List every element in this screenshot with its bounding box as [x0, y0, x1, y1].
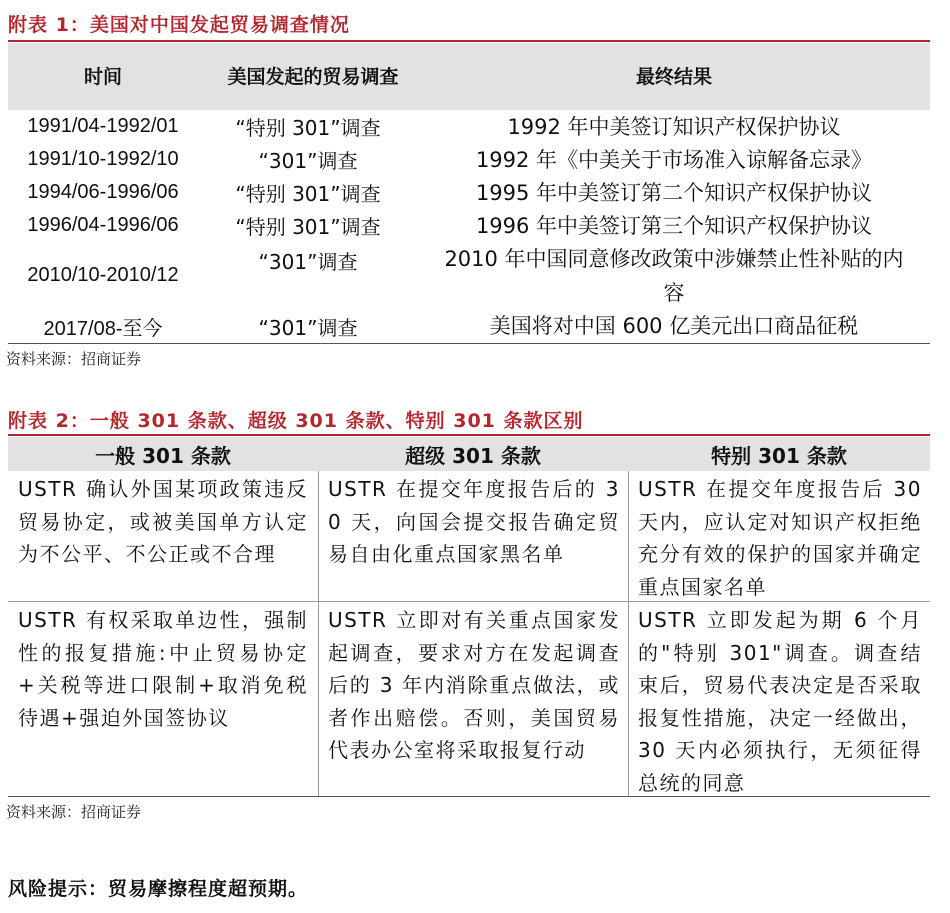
table2-cell-super-definition: USTR 在提交年度报告后的 30 天，向国会提交报告确定贸易自由化重点国家黑名单 [328, 477, 620, 566]
table1-cell-result: 1992 年《中美关于市场准入谅解备忘录》 [475, 147, 873, 172]
table2-header-general: 一般 301 条款 [95, 443, 231, 468]
table2-cell-special-action: USTR 立即发起为期 6 个月的"特别 301"调查。调查结束后，贸易代表决定是否采取报复性措施，决定一经做出，30 天内必须执行，无须征得总统的同意 [638, 608, 922, 795]
table1-cell-result: 1996 年中美签订第三个知识产权保护协议 [475, 213, 873, 238]
table2-cell-general-action: USTR 有权采取单边性，强制性的报复措施:中止贸易协定+关税等进口限制+取消免税待遇+强迫外国签协议 [18, 608, 308, 730]
table1-header-row [8, 43, 930, 110]
table2-column-divider [318, 471, 319, 796]
table1-header-investigation: 美国发起的贸易调查 [227, 65, 399, 88]
table1-header-result: 最终结果 [635, 65, 712, 88]
table1-cell-investigation: “301”调查 [258, 315, 358, 340]
table2-bottom-rule [8, 796, 930, 797]
table-row [8, 309, 930, 343]
table1-cell-result: 2010 年中国同意修改政策中涉嫌禁止性补贴的内容 [444, 246, 904, 305]
table2-header-special: 特别 301 条款 [711, 443, 847, 468]
table1-cell-result: 1995 年中美签订第二个知识产权保护协议 [475, 180, 873, 205]
table2-cell-special-definition: USTR 在提交年度报告后 30 天内，应认定对知识产权拒绝充分有效的保护的国家并确定重点国家名单 [638, 477, 922, 599]
table1-cell-result: 美国将对中国 600 亿美元出口商品征税 [489, 314, 859, 338]
table2-cell-super-action: USTR 立即对有关重点国家发起调查，要求对方在发起调查后的 3 年内消除重点做法，或者作出赔偿。否则，美国贸易代表办公室将采取报复行动 [328, 608, 620, 762]
table2-cell-general-definition: USTR 确认外国某项政策违反贸易协定，或被美国单方认定为不公平、不公正或不合理 [18, 477, 308, 566]
table1-cell-time: 1996/04-1996/06 [27, 214, 179, 236]
table1-cell-investigation: “特别 301”调查 [235, 215, 381, 239]
table1-cell-time: 2010/10-2010/12 [27, 264, 179, 286]
table1-cell-investigation: “特别 301”调查 [235, 182, 381, 206]
table1-cell-time: 1991/10-1992/10 [27, 148, 179, 170]
table1-cell-investigation: “301”调查 [258, 149, 358, 173]
table1-cell-time: 2017/08-至今 [43, 317, 163, 340]
table-row [8, 143, 930, 176]
table1-bottom-rule [8, 343, 930, 344]
table-row [8, 110, 930, 143]
table1-source: 资料来源：招商证券 [6, 350, 142, 368]
table-row [8, 176, 930, 209]
table1-header-time: 时间 [83, 65, 122, 88]
table-row [8, 242, 930, 309]
table2-column-divider [628, 471, 629, 796]
table2-source: 资料来源：招商证券 [6, 803, 142, 821]
table1-cell-time: 1994/06-1996/06 [27, 181, 179, 203]
risk-note: 风险提示：贸易摩擦程度超预期。 [8, 878, 309, 900]
table1-top-rule [8, 40, 930, 42]
table2-header-super: 超级 301 条款 [405, 443, 541, 468]
table1-title: 附表 1：美国对中国发起贸易调查情况 [8, 14, 350, 36]
table1-cell-result: 1992 年中美签订知识产权保护协议 [507, 114, 841, 139]
table-row [8, 209, 930, 242]
table1-cell-investigation: “特别 301”调查 [235, 116, 381, 140]
table1-cell-time: 1991/04-1992/01 [27, 115, 179, 137]
table2-title: 附表 2：一般 301 条款、超级 301 条款、特别 301 条款区别 [8, 410, 584, 432]
table2-top-rule [8, 434, 930, 436]
table2-header-row [8, 437, 930, 471]
table1-cell-investigation: “301”调查 [258, 249, 358, 274]
